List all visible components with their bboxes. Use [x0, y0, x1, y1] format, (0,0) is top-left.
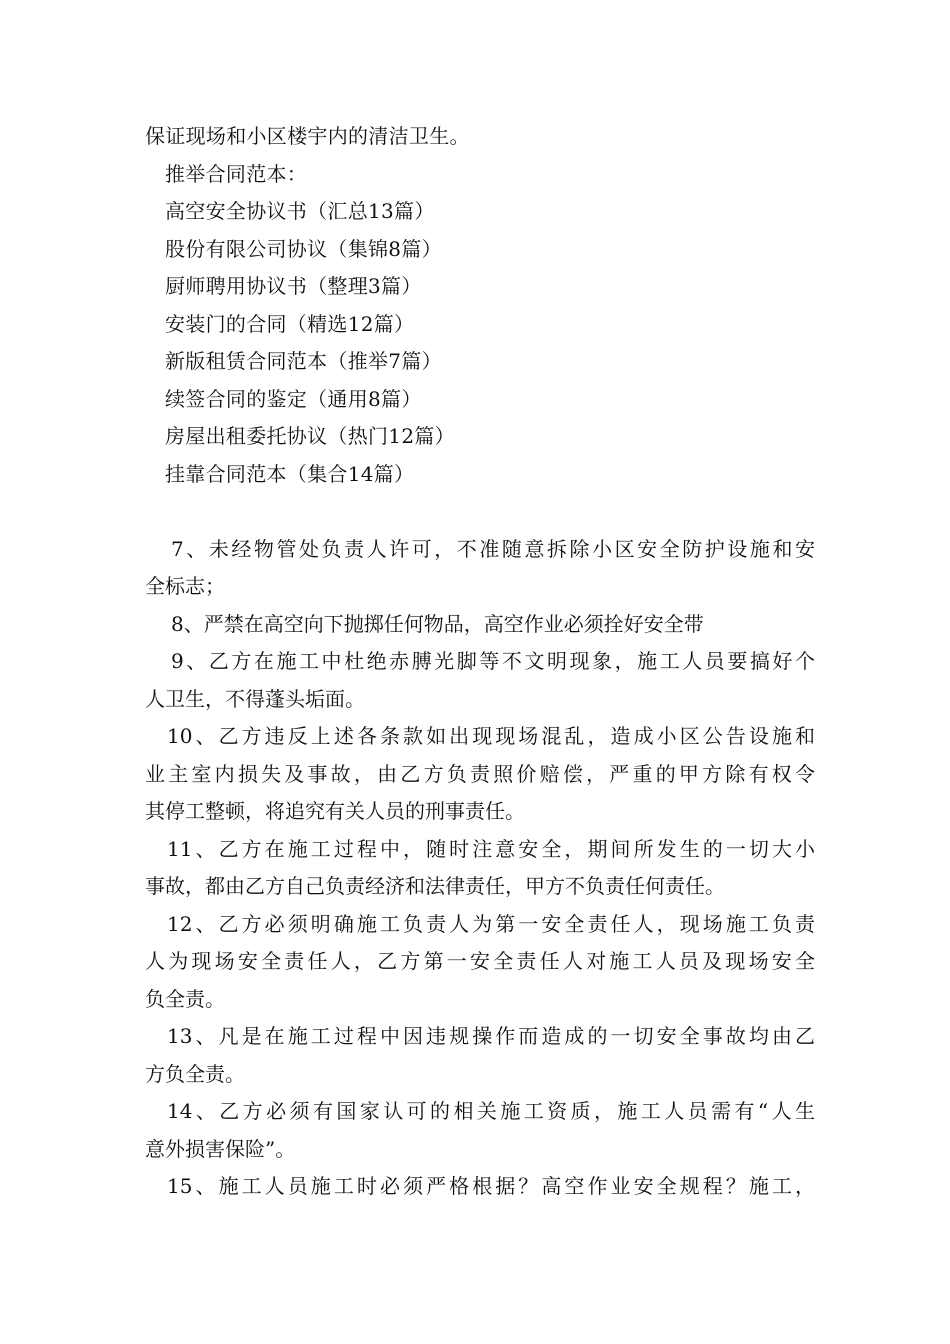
clause-line: 其停工整顿，将追究有关人员的刑事责任。	[145, 799, 525, 823]
clause-11	[145, 831, 815, 906]
recommend-link[interactable]: 安装门的合同（精选12篇）	[165, 311, 415, 336]
clause-15	[145, 1168, 815, 1206]
clause-line: 8、严禁在高空向下抛掷任何物品，高空作业必须拴好安全带	[171, 611, 704, 636]
clause-line: 事故，都由乙方自己负责经济和法律责任，甲方不负责任何责任。	[145, 874, 725, 898]
clause-line: 10、乙方违反上述各条款如出现现场混乱，造成小区公告设施和	[167, 724, 815, 748]
recommend-link[interactable]: 续签合同的鉴定（通用8篇）	[165, 386, 422, 411]
clause-line: 人为现场安全责任人，乙方第一安全责任人对施工人员及现场安全	[145, 949, 815, 973]
clause-line: 11、乙方在施工过程中，随时注意安全，期间所发生的一切大小	[167, 836, 815, 861]
clause-line: 13、凡是在施工过程中因违规操作而造成的一切安全事故均由乙	[167, 1024, 815, 1048]
clause-12	[145, 906, 815, 1019]
recommend-link[interactable]: 挂靠合同范本（集合14篇）	[165, 461, 415, 486]
recommend-link[interactable]: 高空安全协议书（汇总13篇）	[165, 199, 435, 223]
recommend-link[interactable]: 股份有限公司协议（集锦8篇）	[165, 236, 442, 261]
clause-line: 负全责。	[145, 986, 225, 1011]
paragraph-gap	[145, 493, 815, 531]
clause-line: 全标志；	[145, 574, 225, 598]
recommend-link[interactable]: 新版租赁合同范本（推举7篇）	[165, 349, 442, 373]
clause-line: 人卫生，不得蓬头垢面。	[145, 686, 365, 711]
clause-line: 14、乙方必须有国家认可的相关施工资质，施工人员需有“人生	[167, 1099, 815, 1123]
clause-line: 15、施工人员施工时必须严格根据？高空作业安全规程？施工，	[167, 1174, 815, 1198]
intro-line: 保证现场和小区楼宇内的清洁卫生。	[145, 124, 470, 148]
clause-14	[145, 1093, 815, 1168]
clause-13	[145, 1018, 815, 1093]
clause-line: 7、未经物管处负责人许可，不准随意拆除小区安全防护设施和安	[171, 536, 815, 561]
recommend-heading: 推举合同范本：	[165, 161, 308, 186]
clause-line: 9、乙方在施工中杜绝赤膊光脚等不文明现象，施工人员要搞好个	[171, 649, 815, 673]
recommend-link[interactable]: 房屋出租委托协议（热门12篇）	[165, 424, 455, 448]
clause-9	[145, 643, 815, 718]
recommend-link[interactable]: 厨师聘用协议书（整理3篇）	[165, 274, 422, 298]
document-body	[145, 118, 815, 1206]
clause-line: 意外损害保险”。	[145, 1136, 296, 1161]
clause-line: 业主室内损失及事故，由乙方负责照价赔偿，严重的甲方除有权令	[145, 761, 815, 786]
clause-7	[145, 531, 815, 606]
clause-10	[145, 718, 815, 831]
clause-line: 方负全责。	[145, 1061, 245, 1086]
clause-line: 12、乙方必须明确施工负责人为第一安全责任人，现场施工负责	[167, 911, 815, 936]
clause-8	[145, 606, 815, 644]
